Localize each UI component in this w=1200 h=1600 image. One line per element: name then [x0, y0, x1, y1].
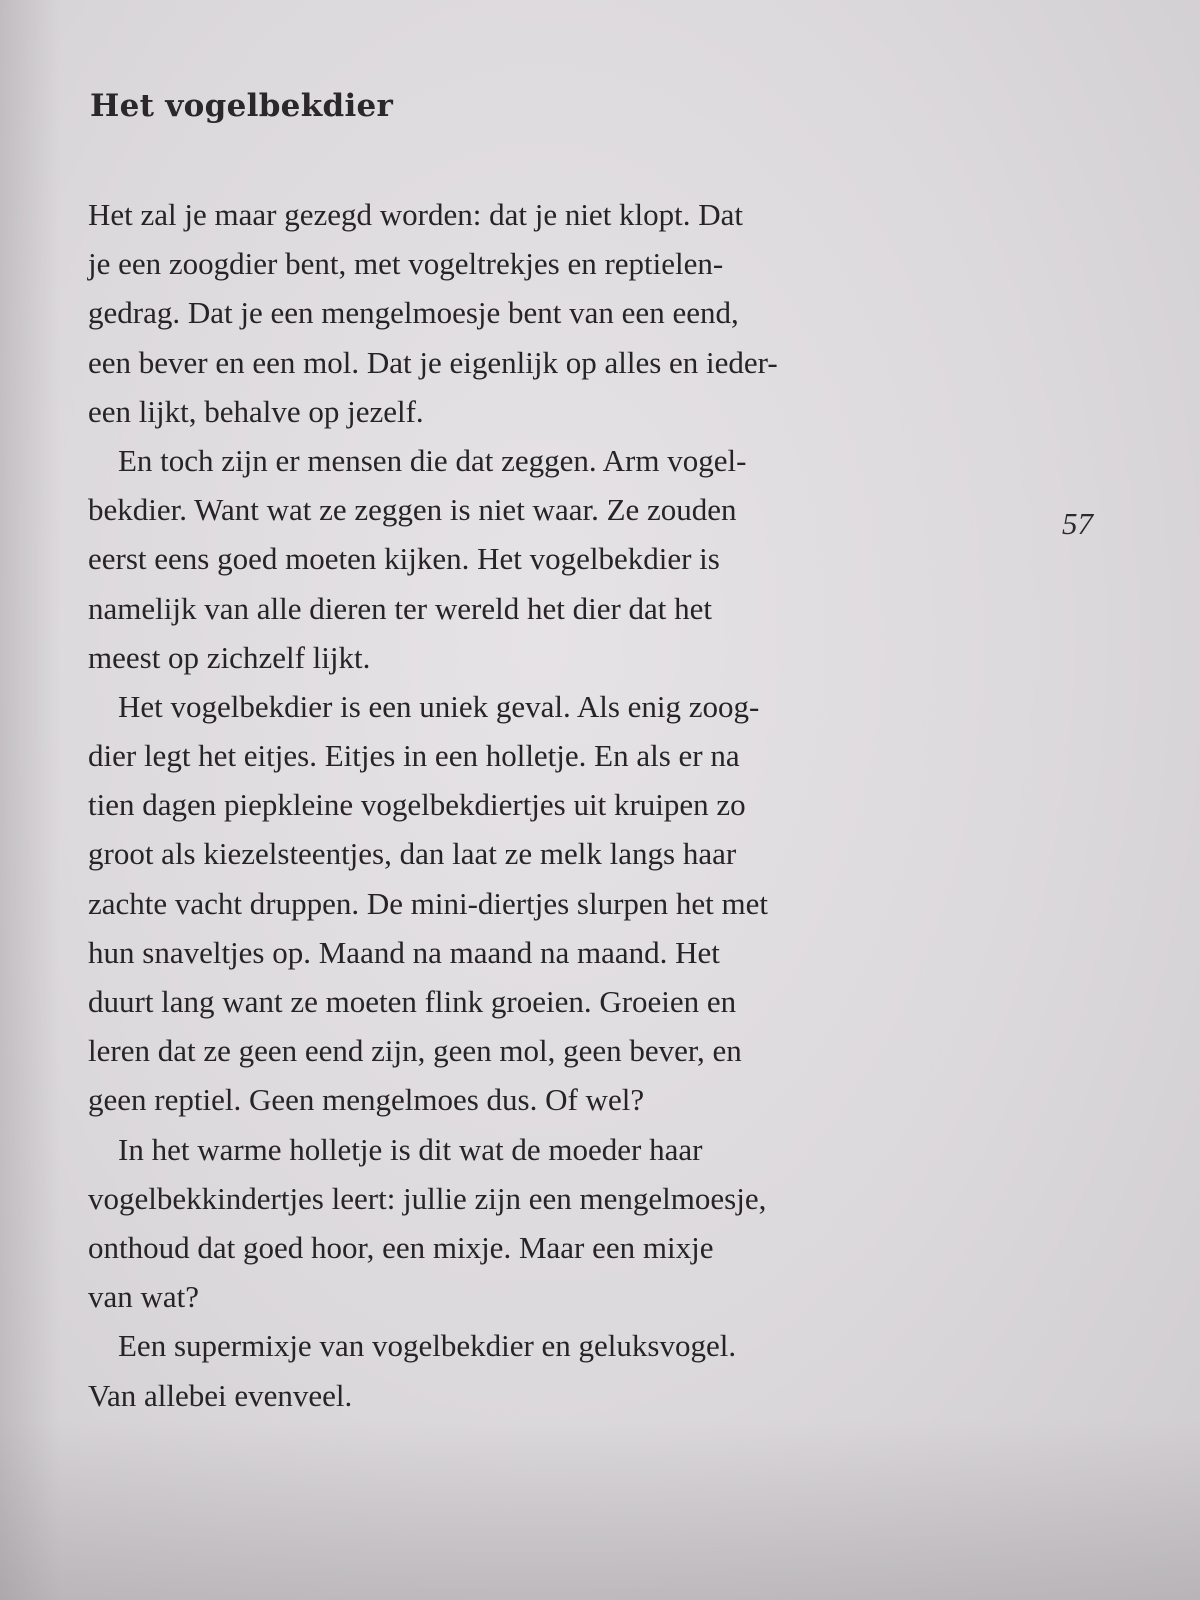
page-number: 57: [1062, 506, 1093, 541]
text-line: duurt lang want ze moeten flink groeien. Groeien en: [88, 984, 737, 1019]
text-line: tien dagen piepkleine vogelbekdiertjes uit kruipen zo: [88, 787, 746, 823]
text-line: onthoud dat goed hoor, een mixje. Maar een mixje: [88, 1229, 714, 1265]
text-line: dier legt het eitjes. Eitjes in een holletje. En als er na: [88, 738, 740, 774]
text-line: Het zal je maar gezegd worden: dat je niet klopt. Dat: [88, 197, 744, 232]
chapter-title: Het vogelbekdier: [90, 88, 394, 124]
text-line: gedrag. Dat je een mengelmoesje bent van een eend,: [88, 295, 739, 331]
text-line: groot als kiezelsteentjes, dan laat ze melk langs haar: [88, 836, 737, 872]
text-line: vogelbekkindertjes leert: jullie zijn een mengelmoesje,: [88, 1180, 767, 1216]
text-line: je een zoogdier bent, met vogeltrekjes en reptielen-: [88, 246, 724, 282]
text-line: Een supermixje van vogelbekdier en geluksvogel.: [118, 1328, 737, 1364]
text-line: En toch zijn er mensen die dat zeggen. Arm vogel-: [118, 442, 747, 478]
page-shadow-bottom: [0, 1420, 1200, 1600]
text-line: zachte vacht druppen. De mini-diertjes slurpen het met: [88, 885, 769, 921]
text-line: namelijk van alle dieren ter wereld het dier dat het: [88, 590, 713, 626]
text-line: Van allebei evenveel.: [88, 1377, 353, 1413]
text-line: een lijkt, behalve op jezelf.: [88, 393, 424, 429]
text-line: van wat?: [88, 1279, 200, 1315]
body-text: [88, 190, 918, 1420]
text-line: geen reptiel. Geen mengelmoes dus. Of wel?: [88, 1082, 645, 1118]
text-line: meest op zichzelf lijkt.: [88, 639, 371, 675]
text-line: hun snaveltjes op. Maand na maand na maand. Het: [88, 934, 720, 970]
text-line: een bever en een mol. Dat je eigenlijk op alles en ieder-: [88, 344, 778, 380]
text-line: bekdier. Want wat ze zeggen is niet waar. Ze zouden: [88, 492, 737, 528]
text-line: eerst eens goed moeten kijken. Het vogelbekdier is: [88, 541, 720, 577]
text-line: In het warme holletje is dit wat de moeder haar: [118, 1131, 703, 1167]
page-shadow-left: [0, 0, 60, 1600]
text-line: leren dat ze geen eend zijn, geen mol, geen bever, en: [88, 1033, 742, 1069]
text-line: Het vogelbekdier is een uniek geval. Als enig zoog-: [118, 688, 760, 724]
